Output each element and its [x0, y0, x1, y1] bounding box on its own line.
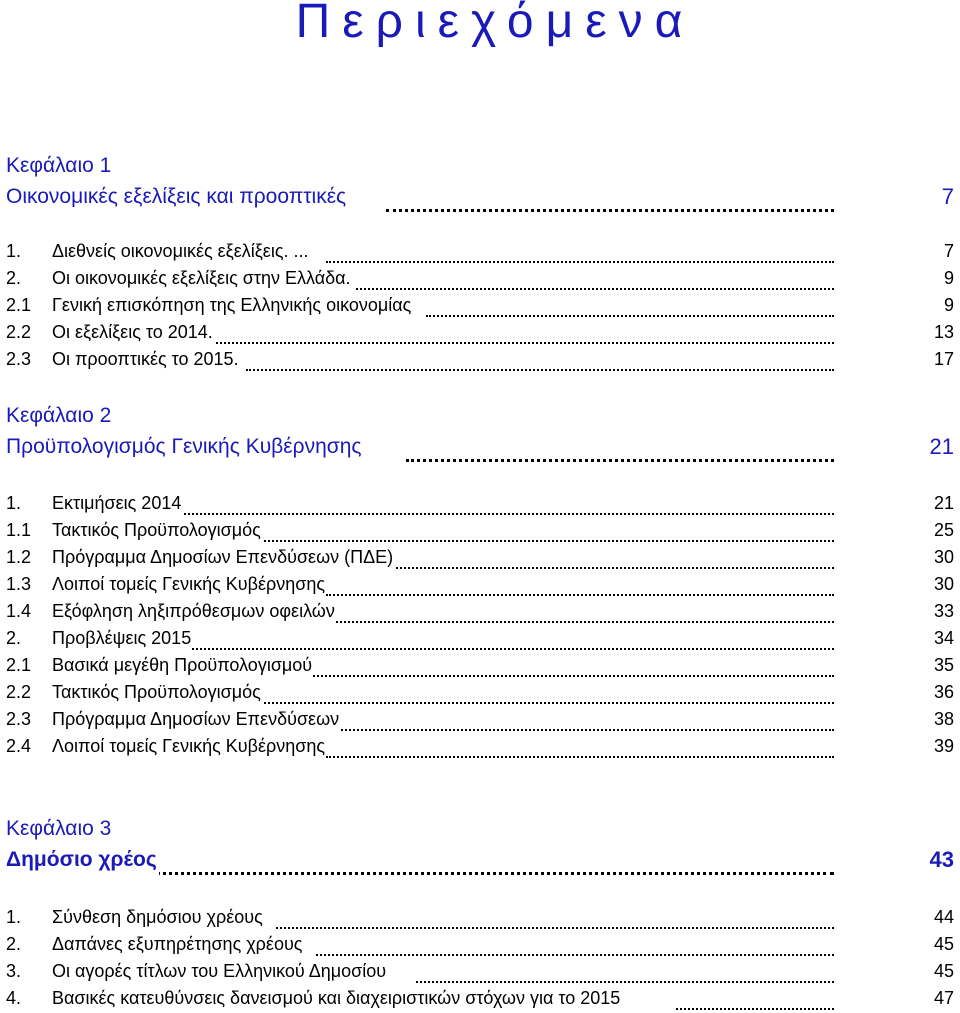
- entry-number: 2.1: [6, 295, 32, 315]
- entry-text: Πρόγραμμα Δημοσίων Επενδύσεων (ΠΔΕ): [52, 544, 394, 571]
- entry-page: 9: [943, 295, 954, 315]
- entry-text: Τακτικός Προϋπολογισμός: [52, 517, 262, 544]
- entry-number: 2.4: [6, 736, 32, 756]
- leader-dots: [306, 671, 834, 677]
- entry-number: 1.: [6, 241, 22, 261]
- toc-entry[interactable]: [6, 679, 954, 706]
- chapter-3-heading: [6, 815, 954, 872]
- entry-page: 25: [933, 520, 954, 540]
- leader-dots: [326, 752, 834, 758]
- leader-dots: [406, 451, 834, 462]
- entry-page: 44: [933, 907, 954, 927]
- entry-text: Οι οικονομικές εξελίξεις στην Ελλάδα.: [52, 265, 352, 292]
- entry-page: 35: [933, 655, 954, 675]
- leader-dots: [276, 923, 834, 929]
- entry-text: Διεθνείς οικονομικές εξελίξεις. ...: [52, 238, 310, 265]
- leader-dots: [326, 725, 834, 731]
- leader-dots: [356, 284, 834, 290]
- entry-text: Προβλέψεις 2015: [52, 625, 192, 652]
- chapter-2-heading: [6, 402, 954, 459]
- entry-page: 30: [933, 574, 954, 594]
- entry-number: 1.2: [6, 547, 32, 567]
- entry-number: 2.3: [6, 349, 32, 369]
- chapter-label: Κεφάλαιο 1: [6, 154, 112, 177]
- entry-page: 9: [943, 268, 954, 288]
- leader-dots: [256, 698, 834, 704]
- entry-text: Οι αγορές τίτλων του Ελληνικού Δημοσίου: [52, 958, 387, 985]
- toc-entry[interactable]: [6, 706, 954, 733]
- entry-page: 21: [933, 493, 954, 513]
- leader-dots: [326, 257, 834, 263]
- entry-number: 2.3: [6, 709, 32, 729]
- entry-text: Οι προοπτικές το 2015.: [52, 346, 240, 373]
- entry-text: Λοιποί τομείς Γενικής Κυβέρνησης: [52, 733, 326, 760]
- toc-entry[interactable]: [6, 625, 954, 652]
- entry-number: 1.3: [6, 574, 32, 594]
- chapter-page: 43: [929, 847, 954, 872]
- chapter-name[interactable]: Οικονομικές εξελίξεις και προοπτικές: [6, 182, 348, 212]
- chapter-label: Κεφάλαιο 3: [6, 817, 112, 840]
- chapter-label: Κεφάλαιο 2: [6, 404, 112, 427]
- leader-dots: [396, 563, 834, 569]
- entry-text: Εξόφληση ληξιπρόθεσμων οφειλών: [52, 598, 336, 625]
- toc-entry[interactable]: [6, 652, 954, 679]
- leader-dots: [256, 536, 834, 542]
- entry-page: 7: [943, 241, 954, 261]
- chapter-name[interactable]: Προϋπολογισμός Γενικής Κυβέρνησης: [6, 432, 364, 462]
- toc-entry[interactable]: [6, 958, 954, 985]
- chapter-page: 21: [929, 434, 954, 459]
- entry-text: Σύνθεση δημόσιου χρέους: [52, 904, 264, 931]
- entry-text: Γενική επισκόπηση της Ελληνικής οικονομίας: [52, 292, 412, 319]
- toc-entry[interactable]: [6, 346, 954, 373]
- toc-entry[interactable]: [6, 571, 954, 598]
- entry-number: 2.: [6, 268, 22, 288]
- toc-entry[interactable]: [6, 544, 954, 571]
- chapter-page: 7: [941, 184, 954, 209]
- entry-number: 3.: [6, 961, 22, 981]
- leader-dots: [176, 509, 834, 515]
- entry-number: 4.: [6, 988, 22, 1008]
- entry-text: Λοιποί τομείς Γενικής Κυβέρνησης: [52, 571, 326, 598]
- toc-entry[interactable]: [6, 598, 954, 625]
- leader-dots: [336, 617, 834, 623]
- leader-dots: [216, 338, 834, 344]
- entry-page: 45: [933, 961, 954, 981]
- toc-entry[interactable]: [6, 292, 954, 319]
- entry-page: 39: [933, 736, 954, 756]
- entry-number: 1.: [6, 907, 22, 927]
- entry-page: 36: [933, 682, 954, 702]
- entry-page: 47: [933, 988, 954, 1008]
- entry-text: Πρόγραμμα Δημοσίων Επενδύσεων: [52, 706, 340, 733]
- toc-entry[interactable]: [6, 265, 954, 292]
- entry-number: 2.: [6, 934, 22, 954]
- entry-page: 30: [933, 547, 954, 567]
- leader-dots: [246, 365, 834, 371]
- entry-page: 38: [933, 709, 954, 729]
- toc-entry[interactable]: [6, 319, 954, 346]
- entry-text: Εκτιμήσεις 2014: [52, 490, 182, 517]
- entry-number: 2.1: [6, 655, 32, 675]
- entry-number: 2.: [6, 628, 22, 648]
- entry-number: 1.1: [6, 520, 32, 540]
- entry-number: 2.2: [6, 682, 32, 702]
- chapter-1-heading: [6, 152, 954, 209]
- entry-page: 45: [933, 934, 954, 954]
- entry-text: Δαπάνες εξυπηρέτησης χρέους: [52, 931, 303, 958]
- chapter-name[interactable]: Δημόσιο χρέος: [6, 845, 159, 875]
- toc-entry[interactable]: [6, 904, 954, 931]
- leader-dots: [326, 590, 834, 596]
- entry-text: Τακτικός Προϋπολογισμός: [52, 679, 262, 706]
- entry-text: Οι εξελίξεις το 2014.: [52, 319, 214, 346]
- toc-entry[interactable]: [6, 490, 954, 517]
- page-title: Περιεχόμενα: [295, 0, 695, 48]
- entry-number: 2.2: [6, 322, 32, 342]
- entry-number: 1.4: [6, 601, 32, 621]
- leader-dots: [176, 644, 834, 650]
- entry-page: 34: [933, 628, 954, 648]
- leader-dots: [426, 311, 834, 317]
- leader-dots: [416, 977, 834, 983]
- entry-page: 33: [933, 601, 954, 621]
- entry-number: 1.: [6, 493, 22, 513]
- leader-dots: [156, 864, 834, 875]
- toc-entry[interactable]: [6, 733, 954, 760]
- leader-dots: [386, 201, 834, 212]
- toc-entry[interactable]: [6, 517, 954, 544]
- entry-page: 17: [933, 349, 954, 369]
- leader-dots: [676, 1004, 834, 1010]
- entry-page: 13: [933, 322, 954, 342]
- toc-entry[interactable]: [6, 238, 954, 265]
- entry-text: Βασικά μεγέθη Προϋπολογισμού: [52, 652, 313, 679]
- leader-dots: [316, 950, 834, 956]
- toc-entry[interactable]: [6, 985, 954, 1012]
- entry-text: Βασικές κατευθύνσεις δανεισμού και διαχειριστικών στόχων για το 2015: [52, 985, 621, 1012]
- toc-entry[interactable]: [6, 931, 954, 958]
